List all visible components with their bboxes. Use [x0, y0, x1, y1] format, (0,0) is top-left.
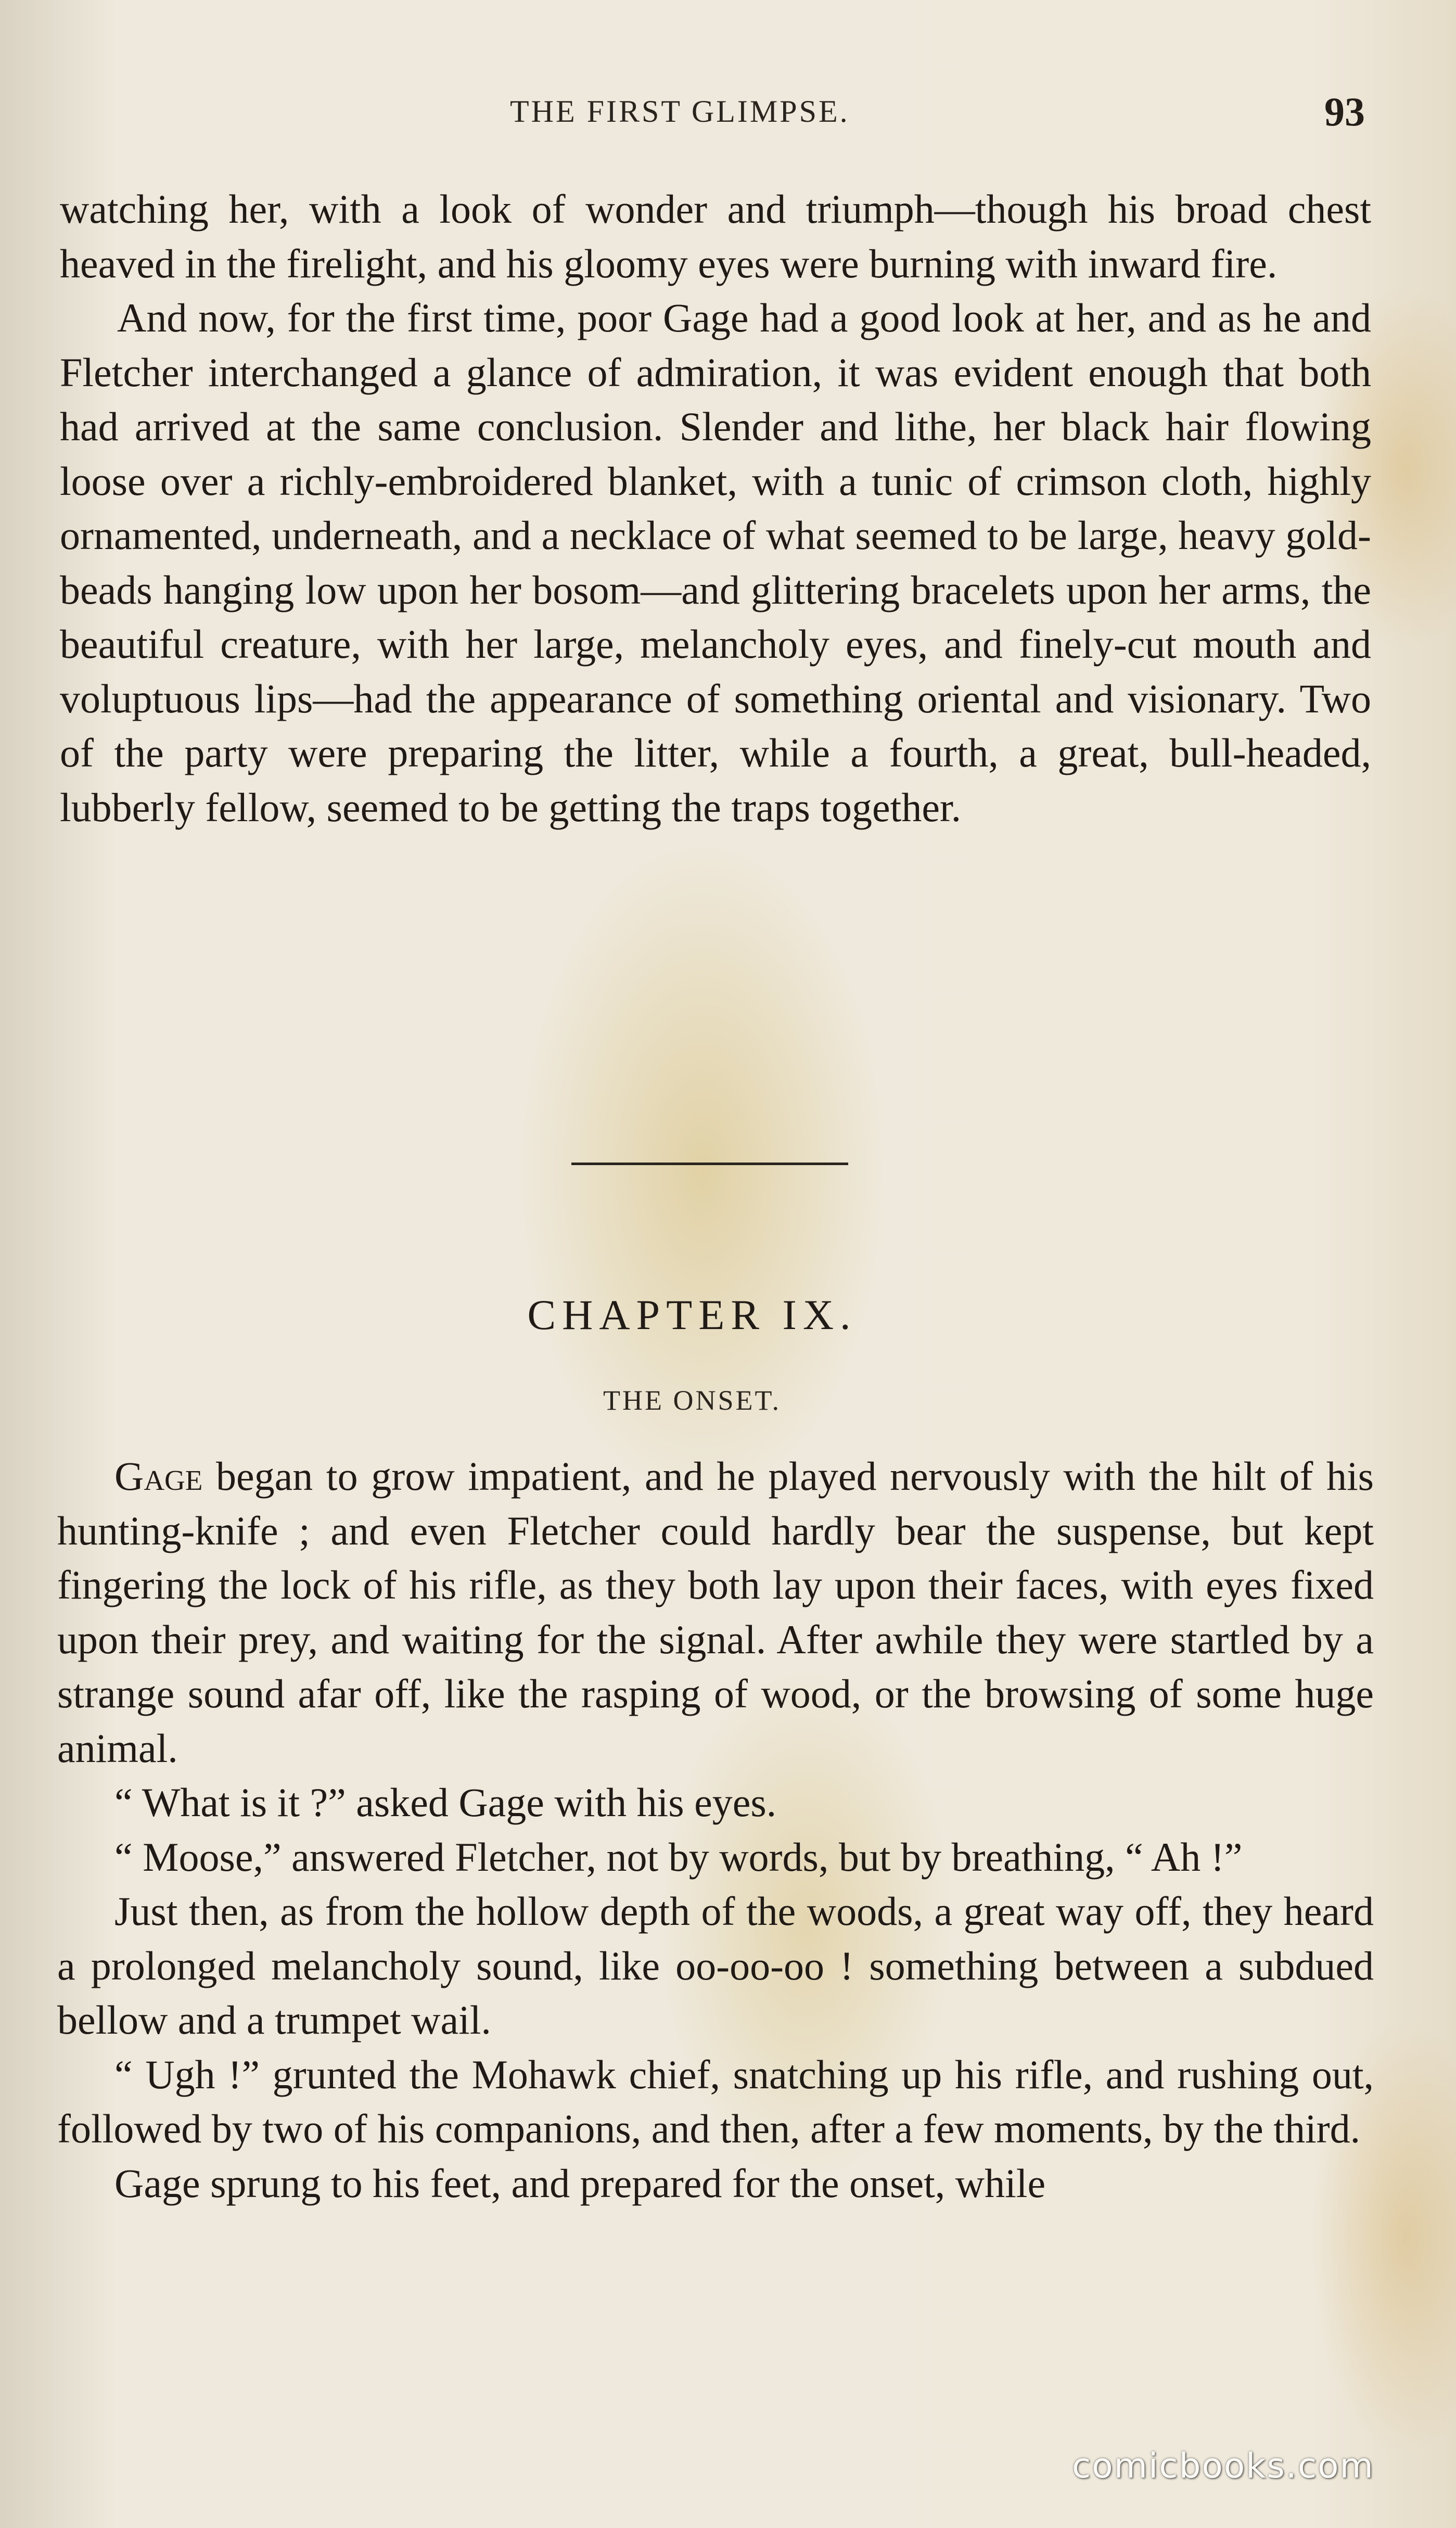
opening-paragraph-text: began to grow impatient, and he played nervously with the hilt of his hunting-knife ; and even Fletcher could hardly bear the suspense, but kept fingering the lock of his rifle, as they both lay upon their faces, with eyes fixed upon their prey, and waiting for the signal. After awhile they were startled by a strange sound afar off, like the rasping of wood, or the browsing of some huge animal.	[57, 1453, 1374, 1771]
page-header	[0, 88, 1456, 135]
dialogue-paragraph: “ What is it ?” asked Gage with his eyes.	[114, 1780, 777, 1825]
chapter-text	[57, 1449, 1374, 2211]
paragraph-continued: watching her, with a look of wonder and triumph—though his broad chest heaved in the firelight, and his gloomy eyes were burning with inward fire.	[60, 186, 1371, 286]
body-text	[60, 182, 1371, 835]
narrative-paragraph: Gage sprung to his feet, and prepared for the onset, while	[114, 2160, 1046, 2206]
narrative-paragraph: Just then, as from the hollow depth of the woods, a great way off, they heard a prolonged melancholy sound, like oo-oo-oo ! something between a subdued bellow and a trumpet wail.	[57, 1888, 1374, 2042]
chapter-opening-paragraph	[57, 1449, 1374, 1776]
chapter-subtitle: THE ONSET.	[603, 1385, 781, 1416]
page-number: 93	[1324, 89, 1365, 134]
running-head: THE FIRST GLIMPSE.	[510, 94, 850, 129]
opening-word: Gage	[114, 1453, 203, 1499]
dialogue-paragraph: “ Moose,” answered Fletcher, not by words, but by breathing, “ Ah !”	[114, 1834, 1243, 1880]
narrative-paragraph: “ Ugh !” grunted the Mohawk chief, snatching up his rifle, and rushing out, followed by two of his companions, and then, after a few moments, by the third.	[57, 2051, 1374, 2151]
watermark: comicbooks.com	[1072, 2446, 1374, 2486]
section-divider-rule	[571, 1163, 848, 1165]
chapter-title: CHAPTER IX.	[527, 1291, 857, 1338]
paragraph-first-glimpse: And now, for the first time, poor Gage had a good look at her, and as he and Fletcher interchanged a glance of admiration, it was evident enough that both had arrived at the same conclusion. Slender and lithe, her black hair flowing loose over a richly-embroidered blanket, with a tunic of crimson cloth, highly ornamented, underneath, and a necklace of what seemed to be large, heavy gold-beads hanging low upon her bosom—and glittering bracelets upon her arms, the beautiful creature, with her large, melancholy eyes, and finely-cut mouth and voluptuous lips—had the appearance of something oriental and visionary. Two of the party were preparing the litter, while a fourth, a great, bull-headed, lubberly fellow, seemed to be getting the traps together.	[60, 295, 1371, 830]
